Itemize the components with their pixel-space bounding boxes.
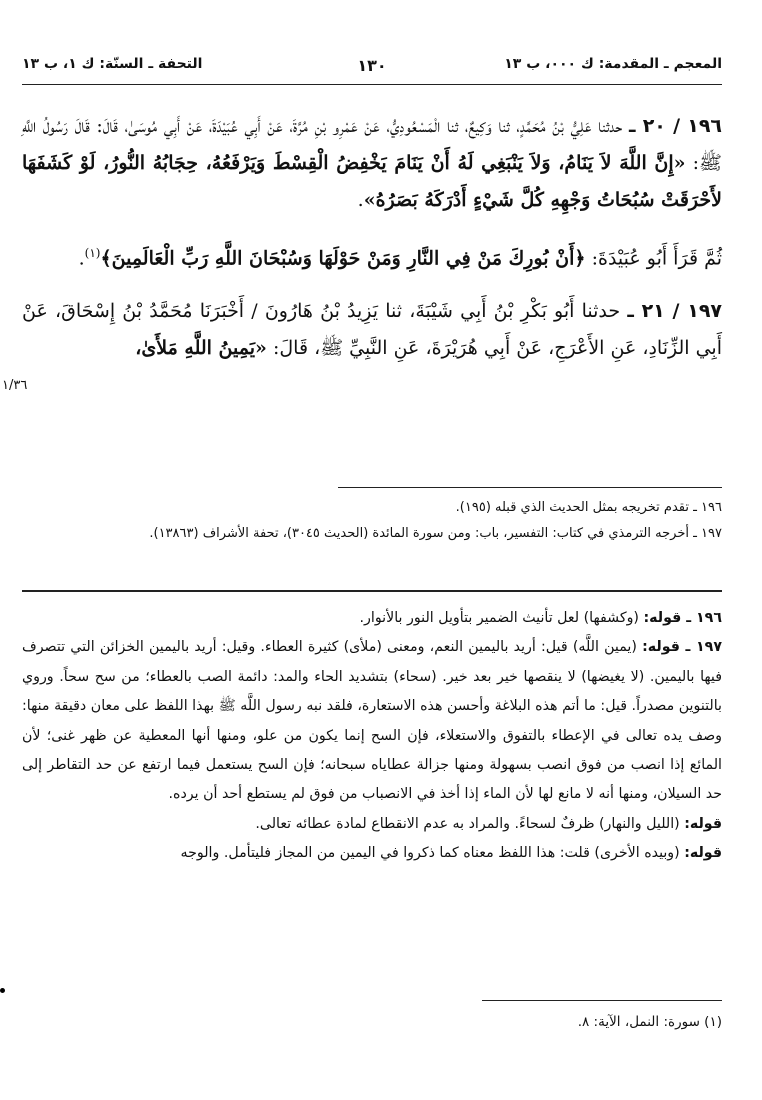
commentary-item xyxy=(22,604,722,633)
commentary-text: (وكشفها) لعل تأنيث الضمير بتأويل النور بالأنوار. xyxy=(359,610,644,626)
commentary-item xyxy=(22,810,722,839)
running-header xyxy=(22,54,722,78)
hadith-196 xyxy=(22,108,722,219)
commentary-text: (الليل والنهار) ظرفٌ لسحاءً. والمراد به عدم الانقطاع لمادة عطائه تعالى. xyxy=(255,815,685,832)
commentary-label: ١٩٧ ـ قوله: xyxy=(642,639,722,656)
header-left: التحفة ـ السنّة: ك ١، ب ١٣ xyxy=(22,56,203,72)
header-right: المعجم ـ المقدمة: ك ٠٠٠، ب ١٣ xyxy=(504,56,722,72)
scan-mark xyxy=(0,988,5,993)
commentary xyxy=(22,604,722,869)
verse-intro: ثُمَّ قَرَأَ أَبُو عُبَيْدَةَ: xyxy=(585,247,722,270)
commentary-text: (يمين اللَّه) قيل: أريد باليمين النعم، ومعنى (ملأى) كثيرة العطاء. وقيل: أريد باليمين الخزائن التي تتصرف فيها باليمين. (لا يغيضها) لا ينقصها خير بعد خير. (سحاء) بتشديد الحاء والمد: دائمة الصب بالعطاء؛ من سح سحاً. وروي بالتنوين مصدراً. قيل: ما أتم هذه البلاغة وأحسن هذه الاستعارة، فلقد نبه رسول اللَّه ﷺ بهذا اللفظ على معان دقيقة منها: وصف يده تعالى في الإعطاء بالتفوق والاستعلاء، فإن السح إنما يكون من علو، ومنها أنها المعطية عن ظهر غنى؛ لأن المائع إذا انصب من فوق انصب بسهولة ومنها جزالة عطاياه سبحانه؛ فإن السح يستعمل فيما ارتفع عن حد التقاطر إلى حد السيلان، ومنها أنه لا مانع لها لأن الماء إذا أخذ في الانصباب من فوق لم يستطع أحد أن يرده. xyxy=(22,639,722,803)
page-footnote-rule xyxy=(482,1000,722,1001)
footnote-196: ١٩٦ ـ تقدم تخريجه بمثل الحديث الذي قبله (١٩٥). xyxy=(455,500,722,515)
page-number: ١٣٠ xyxy=(357,56,387,75)
commentary-item xyxy=(22,633,722,809)
margin-note: ١/٣٦ xyxy=(2,378,28,393)
footnote-197: ١٩٧ ـ أخرجه الترمذي في كتاب: التفسير، باب: ومن سورة المائدة (الحديث ٣٠٤٥)، تحفة الأشراف (١٣٨٦٣). xyxy=(149,526,722,541)
verse-paragraph xyxy=(22,235,722,277)
commentary-label: قوله: xyxy=(684,845,722,862)
hadith-matn: «يَمِينُ اللَّهِ مَلأَىٰ، xyxy=(135,337,267,360)
commentary-item xyxy=(22,839,722,868)
hadith-number: ١٩٦ / ٢٠ ـ xyxy=(629,115,723,137)
header-rule xyxy=(22,84,722,85)
hadith-197 xyxy=(22,293,722,367)
quran-verse: ﴿أَنْ بُورِكَ مَنْ فِي النَّارِ وَمَنْ حَوْلَهَا وَسُبْحَانَ اللَّهِ رَبِّ الْعَالَمِينَ﴾ xyxy=(100,247,586,270)
page-footnote: (١) سورة: النمل، الآية: ٨. xyxy=(577,1014,722,1030)
commentary-rule xyxy=(22,590,722,592)
takhrij-footnotes xyxy=(22,496,722,548)
hadith-number: ١٩٧ / ٢١ ـ xyxy=(627,300,723,323)
hadith-isnad: حدثنا عَلِيُّ بْنُ مُحَمَّدٍ، ثنا وَكِيعٌ، ثنا الْمَسْعُودِيُّ، عَنْ عَمْرِو بْنِ مُرَّةَ، عَنْ أَبِي عُبَيْدَةَ، عَنْ أَبِي مُوسَىٰ، قَالَ: قَالَ رَسُولُ اللَّهِ ﷺ: xyxy=(22,115,722,174)
hadith-isnad: حدثنا أَبُو بَكْرِ بْنُ أَبِي شَيْبَةَ، ثنا يَزِيدُ بْنُ هَارُونَ / أَخْبَرَنَا مُحَمَّدُ بْنُ إِسْحَاقَ، عَنْ أَبِي الزِّنَادِ، عَنِ الأَعْرَجِ، عَنْ أَبِي هُرَيْرَةَ، عَنِ النَّبِيِّ ﷺ، قَالَ: xyxy=(22,300,722,360)
commentary-label: ١٩٦ ـ قوله: xyxy=(643,610,722,626)
hadith-end: . xyxy=(357,189,364,211)
footnote-rule xyxy=(338,487,722,488)
commentary-label: قوله: xyxy=(684,815,722,832)
hadith-matn: «إِنَّ اللَّهَ لاَ يَنَامُ، وَلاَ يَنْبَغِي لَهُ أَنْ يَنَامَ يَخْفِضُ الْقِسْطَ وَيَرْفَعُهُ، حِجَابُهُ النُّورُ، لَوْ كَشَفَهَا لأَحْرَقَتْ سُبُحَاتُ وَجْهِهِ كُلَّ شَيْءٍ أَدْرَكَهُ بَصَرُهُ» xyxy=(22,152,722,211)
verse-end: . xyxy=(78,247,85,270)
commentary-text: (وبيده الأخرى) قلت: هذا اللفظ معناه كما ذكروا في اليمين من المجاز فليتأمل. والوجه xyxy=(180,845,685,862)
hadith-text xyxy=(22,108,722,383)
footnote-marker: (١) xyxy=(84,246,101,260)
